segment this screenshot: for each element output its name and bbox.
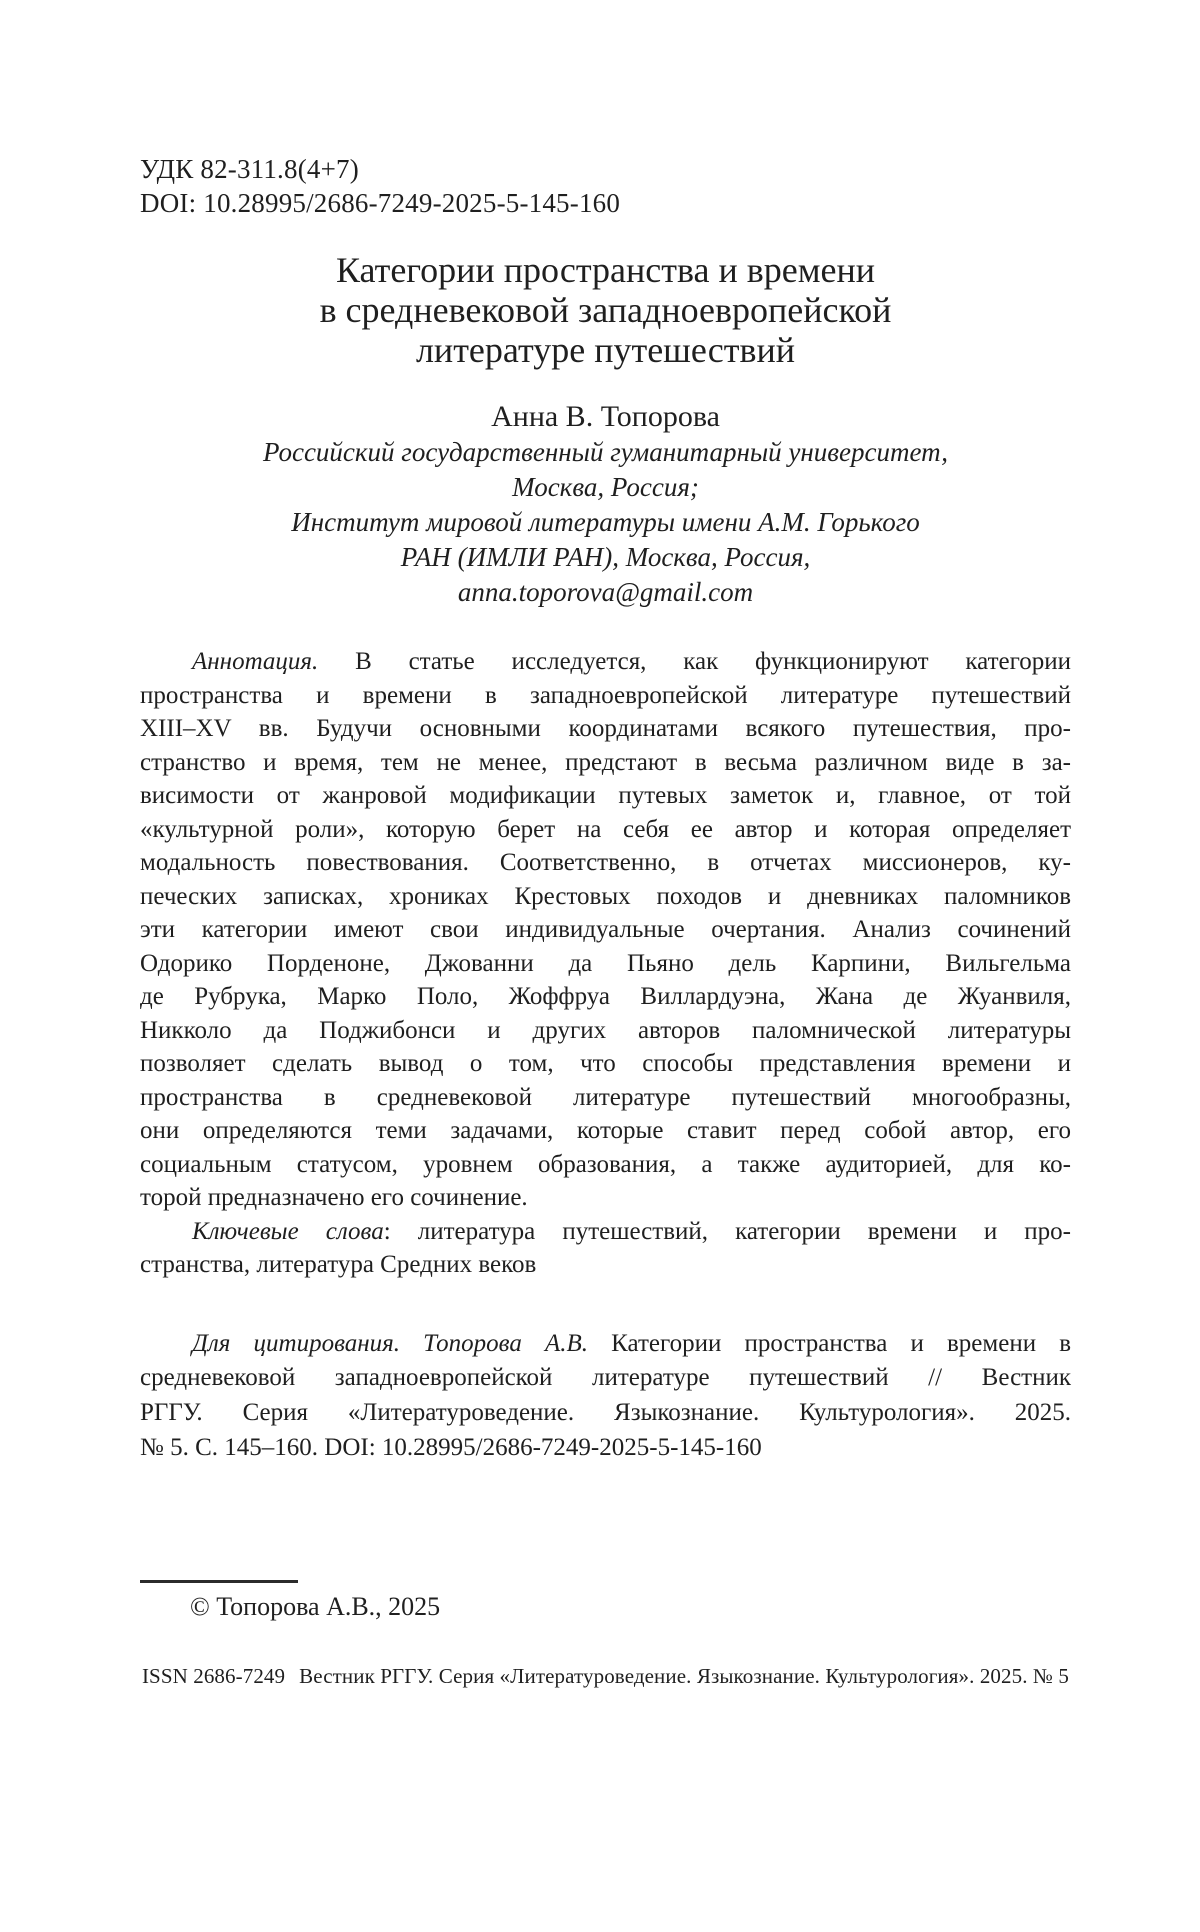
title-line: Категории пространства и времени bbox=[336, 250, 875, 290]
abstract bbox=[140, 645, 1071, 1215]
abstract-line: социальным статусом, уровнем образования, а также аудиторией, для ко- bbox=[140, 1150, 1071, 1178]
affiliation bbox=[140, 435, 1071, 610]
affiliation-line: Москва, Россия; bbox=[512, 472, 699, 502]
citation-first-line bbox=[140, 1327, 1071, 1362]
doi-line: DOI: 10.28995/2686-7249-2025-5-145-160 bbox=[140, 188, 621, 218]
abstract-line: «культурной роли», которую берет на себя ее автор и которая определяет bbox=[140, 815, 1071, 843]
citation-line: РГГУ. Серия «Литературоведение. Языкознание. Культурология». 2025. bbox=[140, 1399, 1071, 1427]
footer-issn: ISSN 2686-7249 bbox=[141, 1663, 286, 1688]
keywords-last-line: странства, литература Средних веков bbox=[140, 1251, 537, 1278]
abstract-line: висимости от жанровой модификации путевых заметок и, главное, от той bbox=[140, 782, 1071, 809]
author-name: Анна В. Топорова bbox=[491, 400, 720, 433]
abstract-line: пространства в средневековой литературе путешествий многообразны, bbox=[140, 1083, 1071, 1111]
abstract-line: де Рубрука, Марко Поло, Жоффруа Виллардуэна, Жана де Жуанвиля, bbox=[140, 983, 1071, 1010]
abstract-body bbox=[140, 679, 1071, 1182]
abstract-line: эти категории имеют свои индивидуальные очертания. Анализ сочинений bbox=[140, 916, 1071, 943]
article-title bbox=[140, 250, 1071, 370]
abstract-line: странство и время, тем не менее, предстают в весьма различном виде в за- bbox=[140, 748, 1071, 776]
keywords bbox=[140, 1215, 1071, 1282]
udc-line: УДК 82-311.8(4+7) bbox=[140, 154, 359, 184]
title-line: литературе путешествий bbox=[415, 330, 796, 370]
copyright-rule bbox=[140, 1580, 298, 1583]
affiliation-line: Российский государственный гуманитарный университет, bbox=[262, 437, 949, 467]
affiliation-line: anna.toporova@gmail.com bbox=[457, 577, 754, 607]
citation-body bbox=[140, 1361, 1071, 1431]
citation bbox=[140, 1327, 1071, 1466]
abstract-line: пространства и времени в западноевропейской литературе путешествий bbox=[140, 681, 1071, 709]
title-line: в средневековой западноевропейской bbox=[319, 290, 892, 330]
abstract-line: XIII–XV вв. Будучи основными координатами всякого путешествия, про- bbox=[140, 715, 1071, 742]
page-footer bbox=[140, 1663, 1071, 1689]
keywords-first-line bbox=[140, 1215, 1071, 1249]
citation-line: средневековой западноевропейской литературе путешествий // Вестник bbox=[140, 1364, 1071, 1392]
copyright-note: © Топорова А.В., 2025 bbox=[190, 1591, 441, 1621]
abstract-line: модальность повествования. Соответственно, в отчетах миссионеров, ку- bbox=[140, 849, 1071, 876]
document-page bbox=[0, 152, 1200, 1932]
keywords-label: Ключевые слова bbox=[192, 1217, 384, 1245]
citation-label: Для цитирования. Топорова А.В. bbox=[192, 1329, 589, 1357]
abstract-line: они определяются теми задачами, которые ставит перед собой автор, его bbox=[140, 1117, 1071, 1144]
abstract-line: Одорико Порденоне, Джованни да Пьяно дель Карпини, Вильгельма bbox=[140, 949, 1071, 977]
abstract-last-line: торой предназначено его сочинение. bbox=[140, 1184, 528, 1211]
citation-first-line-text: Категории пространства и времени в bbox=[611, 1329, 1071, 1357]
meta-block bbox=[140, 152, 1071, 220]
affiliation-line: РАН (ИМЛИ РАН), Москва, Россия, bbox=[400, 542, 811, 572]
abstract-line: позволяет сделать вывод о том, что способы представления времени и bbox=[140, 1050, 1071, 1077]
abstract-line: печеских записках, хрониках Крестовых походов и дневниках паломников bbox=[140, 882, 1071, 910]
affiliation-line: Институт мировой литературы имени А.М. Горького bbox=[291, 507, 920, 537]
keywords-first-line-text: : литература путешествий, категории времени и про- bbox=[383, 1217, 1072, 1245]
abstract-line: Никколо да Поджибонси и других авторов паломнической литературы bbox=[140, 1016, 1071, 1044]
abstract-first-line-text: В статье исследуется, как функционируют категории bbox=[355, 648, 1072, 675]
abstract-first-line bbox=[140, 645, 1071, 679]
footer-journal: Вестник РГГУ. Серия «Литературоведение. Языкознание. Культурология». 2025. № 5 bbox=[299, 1663, 1070, 1688]
abstract-label: Аннотация. bbox=[192, 648, 319, 675]
citation-last-line: № 5. С. 145–160. DOI: 10.28995/2686-7249-2025-5-145-160 bbox=[140, 1433, 762, 1461]
